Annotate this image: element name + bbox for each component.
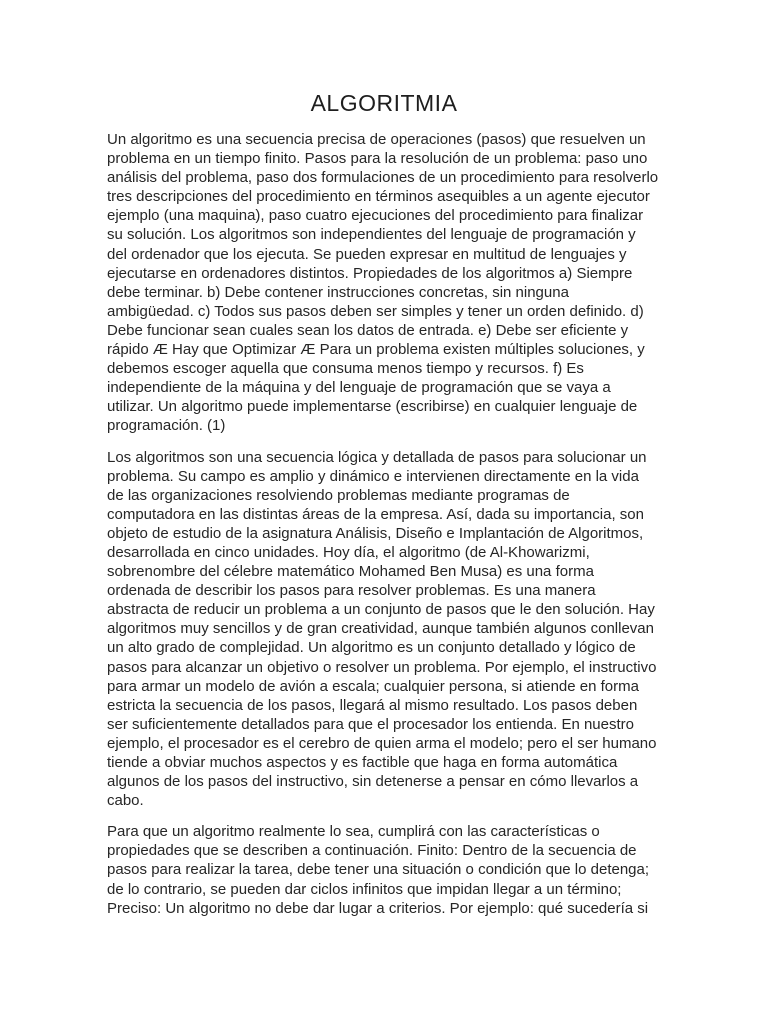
text-line: ejecutarse en ordenadores distintos. Propiedades de los algoritmos a) Siempre [107, 264, 633, 282]
text-line: debe terminar. b) Debe contener instrucciones concretas, sin ninguna [107, 283, 569, 301]
text-line: ambigüedad. c) Todos sus pasos deben ser simples y tener un orden definido. d) [107, 302, 644, 320]
text-line: sobrenombre del célebre matemático Mohamed Ben Musa) es una forma [107, 563, 594, 581]
text-line: ser suficientemente detallados para que el procesador los entienda. En nuestro [107, 715, 634, 733]
text-line: pasos para realizar la tarea, debe tener una situación o condición que lo detenga; [107, 861, 650, 879]
text-line: tiende a obviar muchos aspectos y es factible que haga en forma automática [107, 754, 618, 771]
text-line: de lo contrario, se pueden dar ciclos infinitos que impidan llegar a un término; [107, 880, 622, 898]
text-line: ejemplo (una maquina), paso cuatro ejecuciones del procedimiento para finalizar [107, 207, 644, 225]
text-line: su solución. Los algoritmos son independientes del lenguaje de programación y [107, 226, 636, 244]
text-line: algoritmos muy sencillos y de gran creatividad, aunque también algunos conllevan [107, 620, 654, 638]
text-line: objeto de estudio de la asignatura Análisis, Diseño e Implantación de Algoritmos, [107, 524, 644, 542]
paragraph [107, 822, 657, 917]
text-line: desarrollada en cinco unidades. Hoy día, el algoritmo (de Al-Khowarizmi, [107, 543, 590, 561]
text-line: análisis del problema, paso dos formulaciones de un procedimiento para resolverlo [107, 169, 659, 187]
text-line: tres descripciones del procedimiento en términos asequibles a un agente ejecutor [107, 188, 650, 206]
paragraph [107, 130, 657, 436]
text-line: algunos de los pasos del instructivo, sin detenerse a pensar en cómo llevarlos a [107, 773, 639, 791]
text-line: Los algoritmos son una secuencia lógica y detallada de pasos para solucionar un [107, 448, 647, 466]
text-line: programación. (1) [107, 417, 226, 435]
text-line: Para que un algoritmo realmente lo sea, cumplirá con las características o [107, 823, 600, 841]
text-line: propiedades que se describen a continuación. Finito: Dentro de la secuencia de [107, 842, 637, 860]
text-line: computadora en las distintas áreas de la empresa. Así, dada su importancia, son [107, 505, 644, 523]
text-line: utilizar. Un algoritmo puede implementarse (escribirse) en cualquier lenguaje de [107, 398, 638, 416]
text-line: de las organizaciones resolviendo problemas mediante programas de [107, 486, 570, 504]
text-line: debemos escoger aquella que consuma menos tiempo y recursos. f) Es [107, 360, 584, 378]
text-line: pasos para alcanzar un objetivo o resolver un problema. Por ejemplo, el instructivo [107, 658, 657, 676]
text-line: cabo. [107, 792, 144, 810]
text-line: Debe funcionar sean cuales sean los datos de entrada. e) Debe ser eficiente y [107, 321, 629, 339]
text-line: para armar un modelo de avión a escala; cualquier persona, si atiende en forma [107, 677, 639, 695]
text-line: ejemplo, el procesador es el cerebro de quien arma el modelo; pero el ser humano [107, 734, 657, 752]
text-line: independiente de la máquina y del lenguaje de programación que se vaya a [107, 379, 611, 397]
text-line: rápido Æ Hay que Optimizar Æ Para un problema existen múltiples soluciones, y [107, 341, 645, 359]
text-line: problema. Su campo es amplio y dinámico e intervienen directamente en la vida [107, 467, 639, 485]
text-line: del ordenador que los ejecuta. Se pueden expresar en multitud de lenguajes y [107, 245, 627, 263]
text-line: Un algoritmo es una secuencia precisa de operaciones (pasos) que resuelven un [107, 131, 646, 148]
document-title: ALGORITMIA [310, 90, 458, 116]
text-line: Preciso: Un algoritmo no debe dar lugar a criterios. Por ejemplo: qué sucedería si [107, 899, 649, 917]
text-line: un alto grado de complejidad. Un algoritmo es un conjunto detallado y lógico de [107, 639, 636, 657]
text-line: abstracta de reducir un problema a un conjunto de pasos que le den solución. Hay [107, 601, 655, 619]
paragraph [107, 448, 657, 811]
text-line: ordenada de describir los pasos para resolver problemas. Es una manera [107, 582, 596, 600]
text-line: problema en un tiempo finito. Pasos para la resolución de un problema: paso uno [107, 150, 648, 168]
text-line: estricta la secuencia de los pasos, llegará al mismo resultado. Los pasos deben [107, 696, 638, 714]
document-body [107, 130, 657, 930]
